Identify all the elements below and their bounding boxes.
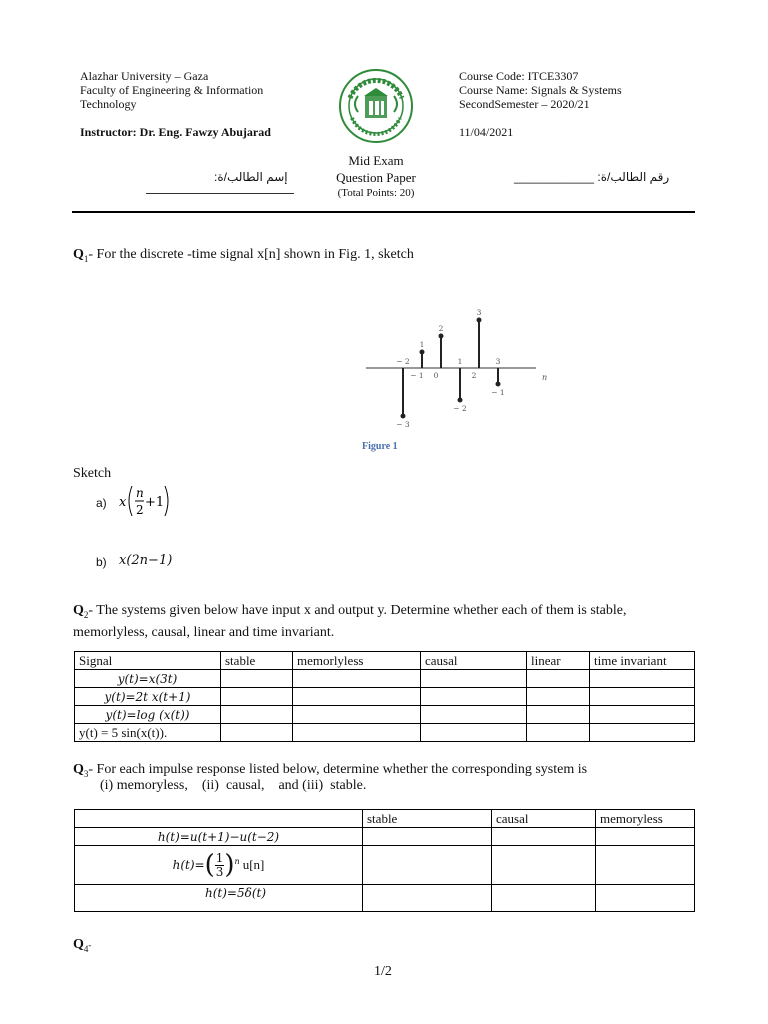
part-a-label: a) [96, 496, 107, 510]
student-name-line[interactable] [146, 193, 294, 194]
q2-signal-cell: y(t) = 5 sin(x(t)). [75, 724, 221, 742]
part-a-x: x [119, 495, 127, 510]
q4-text: $Q_4-$ [73, 937, 92, 954]
x-axis-label: n [542, 373, 548, 382]
stem-marker [458, 398, 463, 403]
answer-cell[interactable] [590, 706, 695, 724]
exam-date: 11/04/2021 [459, 125, 514, 139]
course-info [459, 69, 622, 111]
q2-header-cell: causal [421, 652, 527, 670]
instructor-name: Instructor: Dr. Eng. Fawzy Abujarad [80, 125, 271, 139]
answer-cell[interactable] [590, 670, 695, 688]
q2-number: Q [73, 603, 84, 618]
q2-table [74, 651, 695, 742]
x-tick-label: 3 [495, 357, 501, 366]
answer-cell[interactable] [363, 846, 492, 885]
answer-cell[interactable] [596, 846, 695, 885]
q3-number: Q [73, 762, 84, 777]
q1-sub: 1 [83, 253, 89, 264]
q1-statement: - For the discrete -time signal x[n] shown in Fig. 1, sketch [88, 247, 414, 262]
course-name: Course Name: Signals & Systems [459, 83, 622, 97]
university-line-2: Faculty of Engineering & Information [80, 83, 264, 97]
value-label: 1 [419, 340, 425, 349]
value-label: 3 [476, 308, 482, 317]
answer-cell[interactable] [221, 706, 293, 724]
answer-cell[interactable] [221, 724, 293, 742]
answer-cell[interactable] [590, 724, 695, 742]
q2-header-cell: stable [221, 652, 293, 670]
part-b-expression: x(2n−1) [119, 553, 173, 568]
answer-cell[interactable] [421, 706, 527, 724]
part-a-num: n [136, 486, 144, 500]
university-line-1: Alazhar University – Gaza [80, 69, 209, 83]
table-row [75, 706, 695, 724]
answer-cell[interactable] [293, 670, 421, 688]
answer-cell[interactable] [527, 724, 590, 742]
x-tick-label: 0 [433, 371, 439, 380]
q3-header-cell [75, 810, 363, 828]
total-points: (Total Points: 20) [337, 187, 415, 199]
table-row [75, 688, 695, 706]
q2-header-cell: linear [527, 652, 590, 670]
q2-header-cell: memorlyless [293, 652, 421, 670]
answer-cell[interactable] [527, 688, 590, 706]
sketch-label: Sketch [73, 466, 112, 481]
header-divider [72, 211, 695, 213]
university-info [80, 69, 263, 111]
q3-header-row [75, 810, 695, 828]
q2-header-cell: Signal [75, 652, 221, 670]
answer-cell[interactable] [492, 846, 596, 885]
x-tick-label: 2 [471, 371, 477, 380]
value-label: − 3 [396, 420, 410, 429]
page-number: 1/2 [374, 964, 392, 979]
q3-header-cell: causal [492, 810, 596, 828]
q3-row2-den: 3 [215, 864, 224, 879]
q3-header-cell: stable [363, 810, 492, 828]
answer-cell[interactable] [293, 706, 421, 724]
q3-response-cell: h(t)=5δ(t) [75, 885, 363, 912]
answer-cell[interactable] [421, 688, 527, 706]
exam-title: Mid Exam [348, 153, 404, 168]
q2-header-cell: time invariant [590, 652, 695, 670]
q3-row2-num: 1 [215, 850, 224, 865]
q3-response-cell [75, 846, 363, 885]
value-label: − 2 [453, 404, 467, 413]
x-tick-label: 1 [457, 357, 463, 366]
stem-marker [401, 414, 406, 419]
part-a-plus1: +1 [145, 495, 165, 510]
answer-cell[interactable] [492, 885, 596, 912]
q3-row2-exp: n [234, 856, 240, 866]
stem-marker [496, 382, 501, 387]
answer-cell[interactable] [221, 688, 293, 706]
answer-cell[interactable] [527, 670, 590, 688]
course-code: Course Code: ITCE3307 [459, 69, 579, 83]
q2-signal-cell: y(t)=x(3t) [75, 670, 221, 688]
q2-signal-cell: y(t)=2t x(t+1) [75, 688, 221, 706]
stem-marker [420, 350, 425, 355]
q2-statement: - The systems given below have input x and output y. Determine whether each of them is stable, memorlyless, causal, linear and time invariant. [73, 603, 627, 640]
exam-title-block [300, 152, 452, 200]
x-tick-label: − 2 [396, 357, 410, 366]
answer-cell[interactable] [221, 670, 293, 688]
q3-statement: - For each impulse response listed below, determine whether the corresponding system is [88, 762, 588, 777]
part-a-den: 2 [136, 503, 144, 517]
value-label: − 1 [491, 388, 505, 397]
answer-cell[interactable] [596, 828, 695, 846]
q3-row2-un: u[n] [242, 857, 265, 872]
q4-sub: 4 [83, 943, 89, 954]
x-tick-label: − 1 [410, 371, 424, 380]
exam-subtitle: Question Paper [336, 170, 416, 185]
q3-row2-lparen: ( [204, 850, 215, 880]
answer-cell[interactable] [527, 706, 590, 724]
university-line-3: Technology [80, 97, 137, 111]
answer-cell[interactable] [421, 724, 527, 742]
answer-cell[interactable] [421, 670, 527, 688]
part-b-label: b) [96, 555, 107, 569]
value-label: 2 [438, 324, 444, 333]
stem-marker [477, 318, 482, 323]
table-row [75, 828, 695, 846]
answer-cell[interactable] [590, 688, 695, 706]
student-name-label: إسم الطالب/ة: [214, 170, 288, 184]
q4-number: Q [73, 937, 84, 952]
table-row [75, 846, 695, 885]
table-row [75, 724, 695, 742]
q3-table [74, 809, 695, 912]
table-row [75, 885, 695, 912]
answer-cell[interactable] [363, 828, 492, 846]
q3-options: (i) memoryless, (ii) causal, and (iii) stable. [100, 778, 367, 793]
student-id-label: رقم الطالب/ة: ____________ [514, 170, 670, 184]
answer-cell[interactable] [293, 688, 421, 706]
q3-row2-lhs: h(t)= [172, 858, 205, 872]
q2-header-row [75, 652, 695, 670]
q3-row2-fraction [215, 852, 225, 879]
stem-marker [439, 334, 444, 339]
q3-header-cell: memoryless [596, 810, 695, 828]
figure-1-stem-plot [360, 305, 560, 435]
answer-cell[interactable] [492, 828, 596, 846]
q2-sub: 2 [83, 609, 89, 620]
q2-signal-cell: y(t)=log (x(t)) [75, 706, 221, 724]
semester: SecondSemester – 2020/21 [459, 97, 590, 111]
q3-response-cell: h(t)=u(t+1)−u(t−2) [75, 828, 363, 846]
table-row [75, 670, 695, 688]
q3-sub: 3 [83, 768, 89, 779]
q1-number: Q [73, 247, 84, 262]
part-a-expression [118, 480, 178, 522]
university-logo [338, 68, 414, 144]
q3-row2-rparen: ) [224, 850, 235, 880]
figure-caption: Figure 1 [362, 441, 398, 452]
q1-text [73, 247, 414, 264]
answer-cell[interactable] [293, 724, 421, 742]
answer-cell[interactable] [596, 885, 695, 912]
answer-cell[interactable] [363, 885, 492, 912]
q2-text [73, 602, 703, 641]
